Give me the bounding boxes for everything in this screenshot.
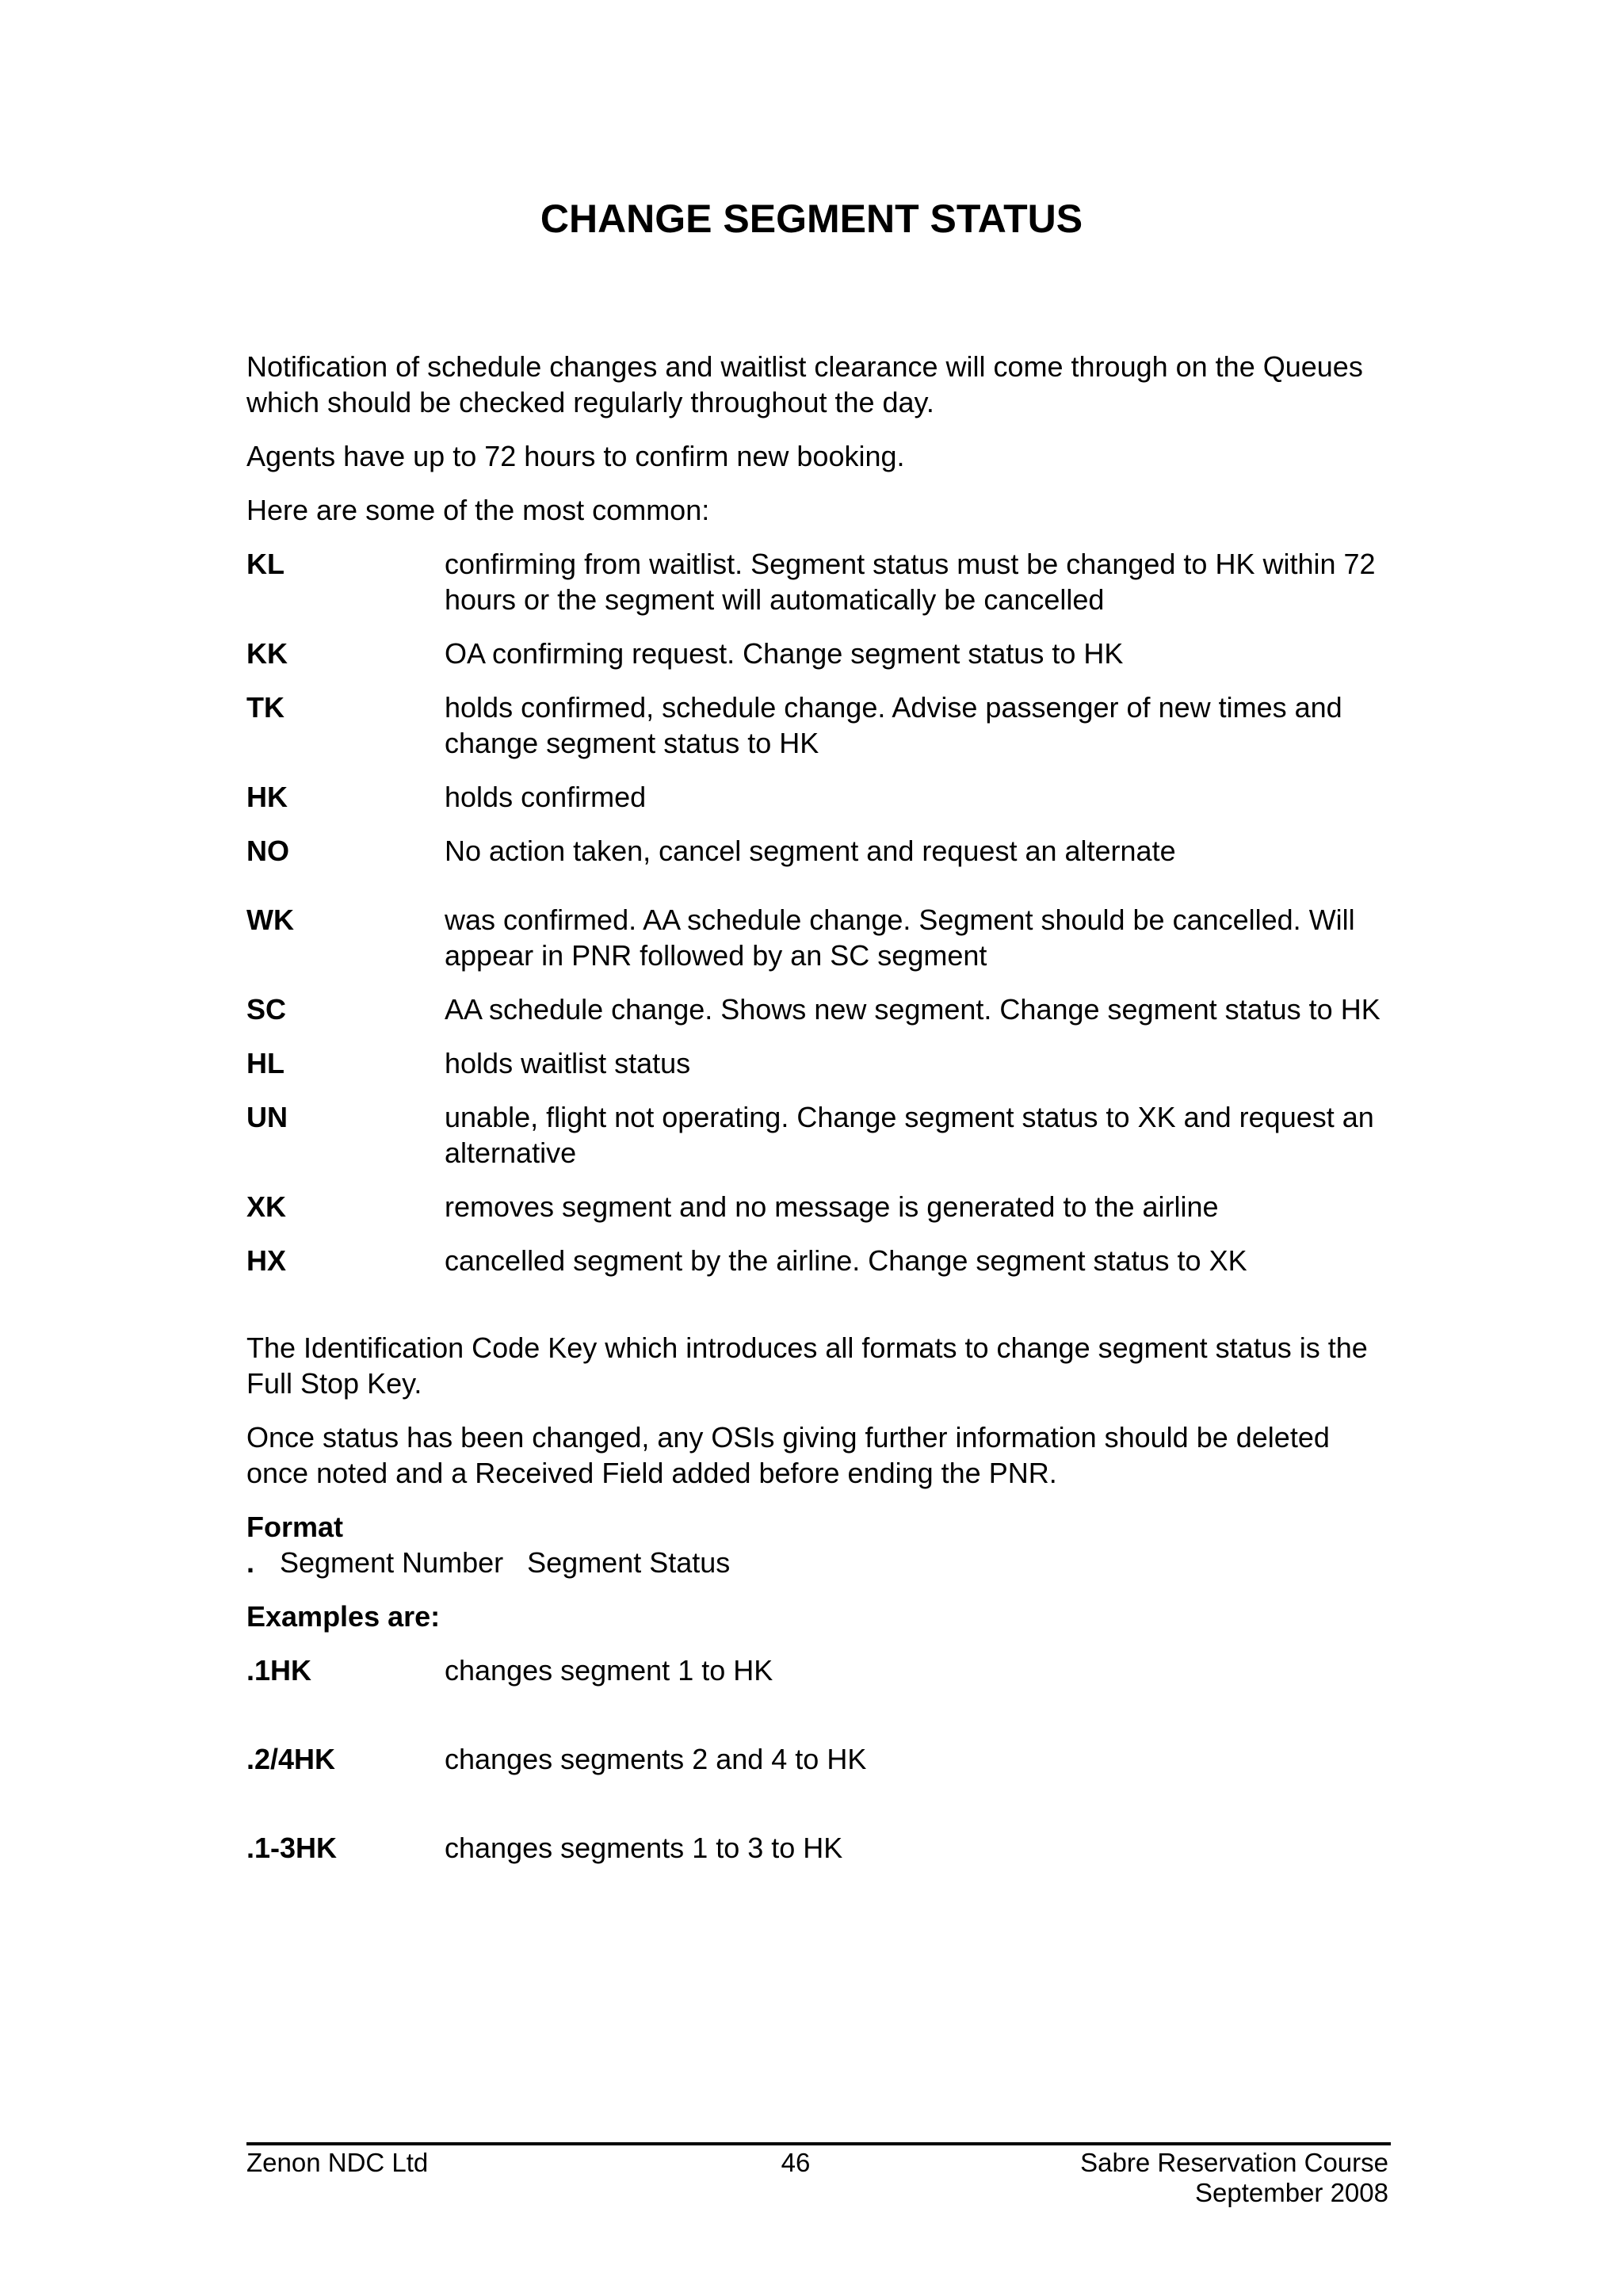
page-title: CHANGE SEGMENT STATUS [540, 197, 1083, 241]
example-code: .2/4HK [246, 1743, 336, 1775]
status-code: HK [246, 781, 288, 813]
status-code-row [246, 1045, 1396, 1081]
intro-paragraph: Notification of schedule changes and waitlist clearance will come through on the Queues which should be checked regularly throughout the day. [246, 350, 1363, 418]
status-code: SC [246, 993, 287, 1026]
status-code-row [246, 1099, 1396, 1171]
footer-course-info [1080, 2148, 1388, 2208]
status-code-row [246, 546, 1396, 617]
status-description: was confirmed. AA schedule change. Segment should be cancelled. Will appear in PNR followed by an SC segment [445, 904, 1355, 972]
status-code: UN [246, 1101, 288, 1133]
status-description: No action taken, cancel segment and request an alternate [445, 835, 1176, 867]
example-description: changes segments 2 and 4 to HK [445, 1743, 867, 1775]
status-code: KL [246, 548, 285, 580]
page-content [246, 349, 1396, 1919]
status-description: cancelled segment by the airline. Change segment status to XK [445, 1244, 1247, 1277]
status-code-row [246, 1243, 1396, 1278]
intro-paragraph: Agents have up to 72 hours to confirm new booking. [246, 440, 905, 472]
example-row [246, 1652, 1396, 1688]
intro-paragraph: Here are some of the most common: [246, 494, 710, 526]
status-code-row [246, 902, 1396, 973]
status-code: XK [246, 1190, 287, 1223]
status-code: HL [246, 1047, 285, 1079]
format-heading: Format [246, 1511, 344, 1543]
status-description: AA schedule change. Shows new segment. Change segment status to HK [445, 993, 1381, 1026]
status-code-row [246, 690, 1396, 761]
status-code-row [246, 1189, 1396, 1224]
example-code: .1HK [246, 1654, 312, 1687]
status-description: unable, flight not operating. Change segment status to XK and request an alternative [445, 1101, 1374, 1169]
example-code: .1-3HK [246, 1832, 338, 1864]
body-paragraph: The Identification Code Key which introduces all formats to change segment status is the Full Stop Key. [246, 1331, 1368, 1400]
format-dot: . [246, 1546, 255, 1579]
status-description: holds confirmed, schedule change. Advise passenger of new times and change segment status to HK [445, 691, 1342, 759]
status-description: holds confirmed [445, 781, 647, 813]
body-paragraph: Once status has been changed, any OSIs giving further information should be deleted once noted and a Received Field added before ending the PNR. [246, 1421, 1330, 1489]
footer-page-number: 46 [781, 2148, 811, 2177]
footer-date: September 2008 [1194, 2178, 1388, 2207]
example-description: changes segments 1 to 3 to HK [445, 1832, 843, 1864]
status-code: KK [246, 637, 288, 670]
examples-list [246, 1652, 1396, 1866]
example-row [246, 1741, 1396, 1777]
status-description: removes segment and no message is generated to the airline [445, 1190, 1219, 1223]
status-code-row [246, 833, 1396, 869]
status-code: NO [246, 835, 289, 867]
status-code-row [246, 991, 1396, 1027]
example-description: changes segment 1 to HK [445, 1654, 773, 1687]
status-code: WK [246, 904, 294, 936]
footer-divider [246, 2142, 1391, 2145]
example-row [246, 1830, 1396, 1866]
status-description: OA confirming request. Change segment status to HK [445, 637, 1124, 670]
footer-course-title: Sabre Reservation Course [1080, 2148, 1388, 2177]
format-text: Segment Number Segment Status [280, 1546, 731, 1579]
footer-company: Zenon NDC Ltd [246, 2148, 429, 2177]
status-description: confirming from waitlist. Segment status must be changed to HK within 72 hours or the segment will automatically be cancelled [445, 548, 1376, 616]
status-code: HX [246, 1244, 287, 1277]
examples-heading: Examples are: [246, 1600, 441, 1633]
format-line [246, 1545, 1396, 1580]
status-description: holds waitlist status [445, 1047, 691, 1079]
status-code: TK [246, 691, 285, 724]
status-code-list [246, 546, 1396, 1278]
status-code-row [246, 779, 1396, 815]
status-code-row [246, 636, 1396, 671]
